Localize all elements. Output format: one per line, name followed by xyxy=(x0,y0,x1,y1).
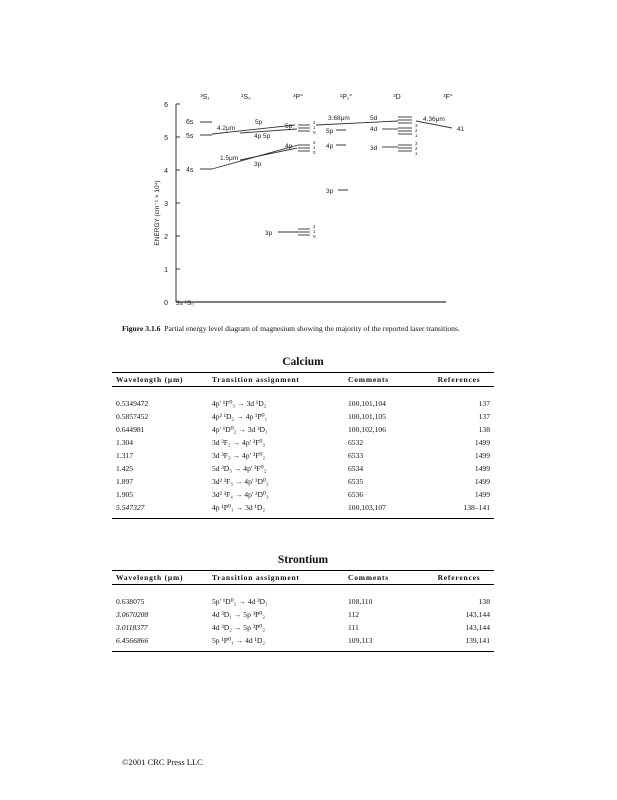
references-cell: 137 xyxy=(478,412,490,421)
column-header-3S1: ³S₁ xyxy=(200,94,210,101)
wavelength-cell: 0.5349472 xyxy=(116,399,149,408)
calcium-table xyxy=(112,372,494,519)
header-transition: Transition assignment xyxy=(212,375,300,384)
header-references: References xyxy=(437,375,481,384)
level-5p-mid: 5p xyxy=(285,123,293,130)
column-header-3F: ³F° xyxy=(443,94,453,101)
wavelength-cell: 0.5857452 xyxy=(116,412,149,421)
y-tick-label-3: 3 xyxy=(164,201,168,208)
comments-cell: 109,113 xyxy=(348,636,373,645)
table-row xyxy=(112,634,494,647)
comments-cell: 111 xyxy=(348,623,359,632)
wavelength-cell: 0.644981 xyxy=(116,425,145,434)
label-4p-5p: 4p 5p xyxy=(254,133,271,140)
j-d-upper-3: 3 xyxy=(415,123,418,128)
header-references: References xyxy=(437,573,481,582)
j-ground-1: 1 xyxy=(313,229,316,234)
transition-cell: 5d ³D₃ → 4p' ³F⁰₂ xyxy=(212,464,267,473)
y-ticks xyxy=(176,104,180,302)
energy-level-diagram xyxy=(0,0,617,330)
table-row xyxy=(112,608,494,621)
table-row xyxy=(112,397,494,410)
j-d-lower-3: 3 xyxy=(415,141,418,146)
j-upper-2: 2 xyxy=(313,120,316,125)
y-tick-label-4: 4 xyxy=(164,168,168,175)
references-cell: 1499 xyxy=(474,490,490,499)
references-cell: 1499 xyxy=(474,438,490,447)
j-d-upper-2: 2 xyxy=(415,128,418,133)
table-row xyxy=(112,436,494,449)
table-row xyxy=(112,488,494,501)
comments-cell: 6533 xyxy=(348,451,364,460)
y-axis-label: ENERGY (cm⁻¹ × 10⁴) xyxy=(154,180,161,246)
level-5d: 5d xyxy=(370,115,378,122)
table-row xyxy=(112,595,494,608)
j-upper-1: 1 xyxy=(313,125,316,130)
j-ground-0: 0 xyxy=(313,234,316,239)
figure-caption-label: Figure 3.1.6 xyxy=(122,324,161,333)
y-tick-label-1: 1 xyxy=(164,267,168,274)
table-row xyxy=(112,410,494,423)
transition-label-4-2um: 4.2μm xyxy=(217,125,236,132)
j-d-lower-1: 1 xyxy=(415,151,418,156)
references-cell: 138–141 xyxy=(463,503,490,512)
transition-cell: 4d ³D₂ → 5p ³P⁰₂ xyxy=(212,623,265,632)
comments-cell: 6535 xyxy=(348,477,364,486)
table-row xyxy=(112,449,494,462)
level-5p-right: 5p xyxy=(326,128,334,135)
transition-cell: 4p ¹P⁰₁ → 3d ¹D₂ xyxy=(212,503,265,512)
transition-label-4-36um: 4.36μm xyxy=(423,116,445,123)
references-cell: 1499 xyxy=(474,477,490,486)
table-row xyxy=(112,501,494,514)
wavelength-cell: 1.425 xyxy=(116,464,134,473)
transition-label-1-5um: 1.5μm xyxy=(220,155,239,162)
column-header-3D: ³D xyxy=(393,94,401,101)
references-cell: 143,144 xyxy=(465,610,490,619)
y-tick-label-5: 5 xyxy=(164,135,168,142)
wavelength-cell: 1.304 xyxy=(116,438,134,447)
references-cell: 137 xyxy=(478,399,490,408)
s-levels xyxy=(200,122,212,169)
wavelength-cell: 1.317 xyxy=(116,451,134,460)
y-tick-label-2: 2 xyxy=(164,234,168,241)
table-row xyxy=(112,423,494,436)
label-5p-left: 5p xyxy=(255,119,263,126)
transition-cell: 5p' ¹D⁰₂ → 4d ³D₁ xyxy=(212,597,268,606)
transition-cell: 5p ¹P⁰₁ → 4d ¹D₂ xyxy=(212,636,265,645)
wavelength-cell: 6.4566866 xyxy=(116,636,149,645)
transition-cell: 4p² ¹D₂ → 4p ¹P⁰₁ xyxy=(212,412,268,421)
y-tick-label-6: 6 xyxy=(164,102,168,109)
j-upper-0: 0 xyxy=(313,130,316,135)
label-3p-left: 3p xyxy=(254,161,262,168)
j-lower-1: 1 xyxy=(313,145,316,150)
level-5s: 5s xyxy=(186,133,194,140)
column-header-1S0: ¹S₀ xyxy=(241,94,251,101)
level-3p-low: 3p xyxy=(265,230,273,237)
comments-cell: 100,101,104 xyxy=(348,399,386,408)
header-comments: Comments xyxy=(348,375,389,384)
header-wavelength: Wavelength (μm) xyxy=(116,375,184,384)
j-ground-2: 2 xyxy=(313,224,316,229)
level-4s: 4s xyxy=(186,167,194,174)
table-row xyxy=(112,462,494,475)
transition-label-3-68um: 3.68μm xyxy=(328,115,350,122)
comments-cell: 100,101,105 xyxy=(348,412,386,421)
header-wavelength: Wavelength (μm) xyxy=(116,573,184,582)
level-3d: 3d xyxy=(370,145,378,152)
wavelength-cell: 5.547327 xyxy=(116,503,145,512)
wavelength-cell: 0.638075 xyxy=(116,597,145,606)
comments-cell: 6534 xyxy=(348,464,364,473)
wavelength-cell: 3.0670208 xyxy=(116,610,149,619)
table-row xyxy=(112,475,494,488)
y-tick-label-0: 0 xyxy=(164,300,168,307)
j-lower-0: 0 xyxy=(313,150,316,155)
strontium-table-title: Strontium xyxy=(277,554,329,566)
wavelength-cell: 1.905 xyxy=(116,490,134,499)
references-cell: 143,144 xyxy=(465,623,490,632)
transition-cell: 3d ³F₂ → 4p' ³F⁰₃ xyxy=(212,438,266,447)
ground-level-label: 3s ²S₀ xyxy=(176,300,194,307)
transition-cell: 3d² ³F₃ → 4p' ³D⁰₂ xyxy=(212,477,269,486)
figure-caption-text: Partial energy level diagram of magnesium showing the majority of the reported laser transitions. xyxy=(164,324,460,333)
wavelength-cell: 1.897 xyxy=(116,477,134,486)
copyright-footer: ©2001 CRC Press LLC xyxy=(122,757,203,767)
wavelength-cell: 3.0118377 xyxy=(116,623,148,632)
strontium-table xyxy=(112,570,494,652)
transition-cell: 4d ³D₁ → 5p ³P⁰₂ xyxy=(212,610,265,619)
figure-caption xyxy=(122,324,507,334)
comments-cell: 100,102,106 xyxy=(348,425,386,434)
level-4p-right: 4p xyxy=(326,143,334,150)
references-cell: 1499 xyxy=(474,464,490,473)
transition-label-41: 41 xyxy=(457,126,465,133)
references-cell: 139,141 xyxy=(465,636,490,645)
strontium-table-header xyxy=(112,571,494,585)
comments-cell: 6536 xyxy=(348,490,364,499)
header-comments: Comments xyxy=(348,573,389,582)
level-6s: 6s xyxy=(186,119,194,126)
level-4d: 4d xyxy=(370,126,378,133)
level-4p-mid: 4p xyxy=(285,143,293,150)
d-levels xyxy=(382,117,412,151)
transition-cell: 4p' ¹F⁰₃ → 3d ¹D₂ xyxy=(212,399,267,408)
p-triplet-levels xyxy=(278,125,310,235)
comments-cell: 100,103,107 xyxy=(348,503,386,512)
table-row xyxy=(112,621,494,634)
comments-cell: 6532 xyxy=(348,438,364,447)
references-cell: 138 xyxy=(478,425,490,434)
comments-cell: 108,110 xyxy=(348,597,373,606)
transition-cell: 4p' ¹D⁰₂ → 3d ³D₁ xyxy=(212,425,268,434)
references-cell: 1499 xyxy=(474,451,490,460)
references-cell: 138 xyxy=(478,597,490,606)
column-header-1P1: ¹P₁° xyxy=(339,94,353,101)
column-header-3P: ³P° xyxy=(293,94,303,101)
j-lower-2: 2 xyxy=(313,140,316,145)
comments-cell: 112 xyxy=(348,610,360,619)
header-transition: Transition assignment xyxy=(212,573,300,582)
calcium-table-header xyxy=(112,373,494,387)
singlet-p-levels xyxy=(336,130,348,190)
j-d-lower-2: 2 xyxy=(415,146,418,151)
transition-cell: 3d² ³F₄ → 4p' ³D⁰₃ xyxy=(212,490,269,499)
transition-cell: 3d ³F₃ → 4p' ³F⁰₂ xyxy=(212,451,266,460)
level-3p-right: 3p xyxy=(326,188,334,195)
calcium-table-title: Calcium xyxy=(282,356,324,368)
j-d-upper-1: 1 xyxy=(415,133,418,138)
